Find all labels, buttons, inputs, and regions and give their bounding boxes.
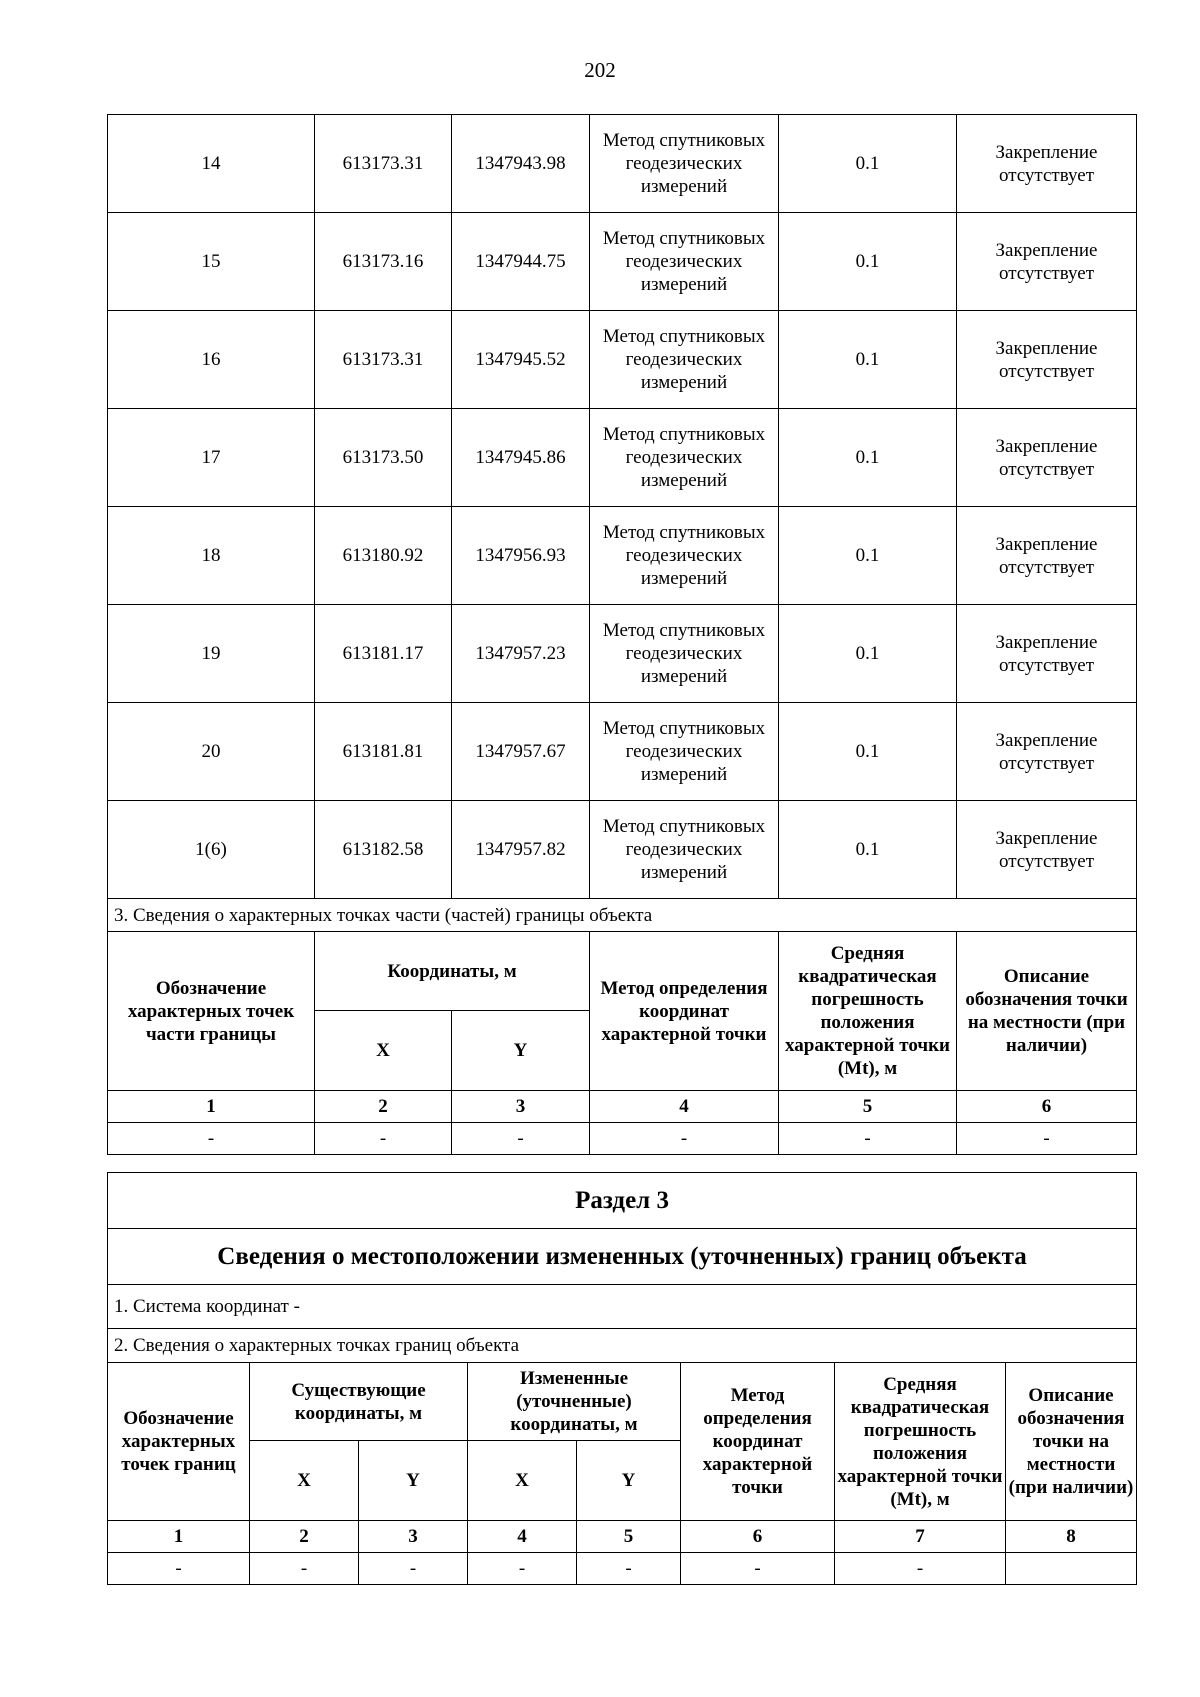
- table-row: [108, 213, 1137, 311]
- header-y: Y: [577, 1441, 681, 1521]
- table-row: [108, 507, 1137, 605]
- point-description: Закрепление отсутствует: [957, 409, 1137, 507]
- header-designation: Обозначение характерных точек части границы: [108, 932, 315, 1091]
- point-x: 613182.58: [315, 801, 452, 899]
- empty-cell: -: [315, 1123, 452, 1155]
- column-number: 3: [452, 1091, 590, 1123]
- point-description: Закрепление отсутствует: [957, 507, 1137, 605]
- point-description: Закрепление отсутствует: [957, 311, 1137, 409]
- header-coords: Координаты, м: [315, 932, 590, 1011]
- header-existing-coords: Существующие координаты, м: [250, 1363, 468, 1441]
- point-x: 613180.92: [315, 507, 452, 605]
- header-x: X: [315, 1011, 452, 1091]
- empty-cell: -: [108, 1123, 315, 1155]
- header-method: Метод определения координат характерной точки: [590, 932, 779, 1091]
- page-number: 202: [584, 58, 616, 82]
- point-number: 16: [108, 311, 315, 409]
- point-error: 0.1: [779, 801, 957, 899]
- point-method: Метод спутниковых геодезических измерений: [590, 507, 779, 605]
- part3-title: 3. Сведения о характерных точках части (частей) границы объекта: [108, 899, 1137, 932]
- point-description: Закрепление отсутствует: [957, 115, 1137, 213]
- empty-cell: [1006, 1553, 1137, 1585]
- header-y: Y: [452, 1011, 590, 1091]
- column-number: 4: [468, 1521, 577, 1553]
- point-method: Метод спутниковых геодезических измерений: [590, 703, 779, 801]
- header-error: Средняя квадратическая погрешность положения характерной точки (Mt), м: [835, 1363, 1006, 1521]
- section-subtitle: Сведения о местоположении измененных (уточненных) границ объекта: [108, 1229, 1137, 1285]
- boundary-points-table: [107, 114, 1137, 1155]
- point-error: 0.1: [779, 311, 957, 409]
- point-number: 19: [108, 605, 315, 703]
- point-number: 17: [108, 409, 315, 507]
- empty-cell: -: [468, 1553, 577, 1585]
- header-x: X: [468, 1441, 577, 1521]
- point-method: Метод спутниковых геодезических измерений: [590, 115, 779, 213]
- point-method: Метод спутниковых геодезических измерений: [590, 213, 779, 311]
- point-description: Закрепление отсутствует: [957, 605, 1137, 703]
- column-number: 7: [835, 1521, 1006, 1553]
- header-description: Описание обозначения точки на местности (при наличии): [957, 932, 1137, 1091]
- point-error: 0.1: [779, 409, 957, 507]
- point-number: 18: [108, 507, 315, 605]
- point-description: Закрепление отсутствует: [957, 703, 1137, 801]
- column-number: 1: [108, 1521, 250, 1553]
- point-number: 15: [108, 213, 315, 311]
- point-y: 1347945.52: [452, 311, 590, 409]
- empty-cell: -: [577, 1553, 681, 1585]
- point-x: 613173.50: [315, 409, 452, 507]
- column-number: 6: [681, 1521, 835, 1553]
- header-description: Описание обозначения точки на местности (при наличии): [1006, 1363, 1137, 1521]
- point-x: 613181.81: [315, 703, 452, 801]
- column-number: 4: [590, 1091, 779, 1123]
- point-method: Метод спутниковых геодезических измерений: [590, 409, 779, 507]
- column-number: 6: [957, 1091, 1137, 1123]
- point-description: Закрепление отсутствует: [957, 801, 1137, 899]
- point-number: 20: [108, 703, 315, 801]
- coordinate-system: 1. Система координат -: [108, 1285, 1137, 1329]
- empty-cell: -: [957, 1123, 1137, 1155]
- point-y: 1347945.86: [452, 409, 590, 507]
- empty-cell: -: [108, 1553, 250, 1585]
- empty-cell: -: [250, 1553, 359, 1585]
- header-designation: Обозначение характерных точек границ: [108, 1363, 250, 1521]
- table-row: [108, 801, 1137, 899]
- point-y: 1347943.98: [452, 115, 590, 213]
- changed-boundaries-table: [107, 1172, 1137, 1585]
- empty-cell: -: [590, 1123, 779, 1155]
- point-y: 1347957.23: [452, 605, 590, 703]
- point-error: 0.1: [779, 213, 957, 311]
- column-number: 2: [315, 1091, 452, 1123]
- empty-cell: -: [779, 1123, 957, 1155]
- point-method: Метод спутниковых геодезических измерений: [590, 605, 779, 703]
- point-number: 14: [108, 115, 315, 213]
- point-number: 1(6): [108, 801, 315, 899]
- point-description: Закрепление отсутствует: [957, 213, 1137, 311]
- point-method: Метод спутниковых геодезических измерений: [590, 801, 779, 899]
- point-y: 1347957.67: [452, 703, 590, 801]
- points-title: 2. Сведения о характерных точках границ объекта: [108, 1329, 1137, 1363]
- section-title: Раздел 3: [108, 1173, 1137, 1229]
- column-number: 1: [108, 1091, 315, 1123]
- column-number: 3: [359, 1521, 468, 1553]
- point-x: 613173.16: [315, 213, 452, 311]
- empty-cell: -: [835, 1553, 1006, 1585]
- header-error: Средняя квадратическая погрешность положения характерной точки (Mt), м: [779, 932, 957, 1091]
- column-number: 2: [250, 1521, 359, 1553]
- column-number: 5: [779, 1091, 957, 1123]
- point-error: 0.1: [779, 507, 957, 605]
- column-number: 5: [577, 1521, 681, 1553]
- header-method: Метод определения координат характерной точки: [681, 1363, 835, 1521]
- header-y: Y: [359, 1441, 468, 1521]
- empty-cell: -: [452, 1123, 590, 1155]
- header-changed-coords: Измененные (уточненные) координаты, м: [468, 1363, 681, 1441]
- empty-cell: -: [359, 1553, 468, 1585]
- column-number: 8: [1006, 1521, 1137, 1553]
- point-y: 1347957.82: [452, 801, 590, 899]
- table-row: [108, 311, 1137, 409]
- boundary-points-body: [108, 115, 1137, 899]
- point-y: 1347956.93: [452, 507, 590, 605]
- point-error: 0.1: [779, 605, 957, 703]
- table-row: [108, 409, 1137, 507]
- point-method: Метод спутниковых геодезических измерений: [590, 311, 779, 409]
- table-row: [108, 605, 1137, 703]
- point-x: 613173.31: [315, 311, 452, 409]
- header-x: X: [250, 1441, 359, 1521]
- point-x: 613173.31: [315, 115, 452, 213]
- point-x: 613181.17: [315, 605, 452, 703]
- point-error: 0.1: [779, 115, 957, 213]
- empty-cell: -: [681, 1553, 835, 1585]
- point-error: 0.1: [779, 703, 957, 801]
- table-row: [108, 115, 1137, 213]
- table-row: [108, 703, 1137, 801]
- point-y: 1347944.75: [452, 213, 590, 311]
